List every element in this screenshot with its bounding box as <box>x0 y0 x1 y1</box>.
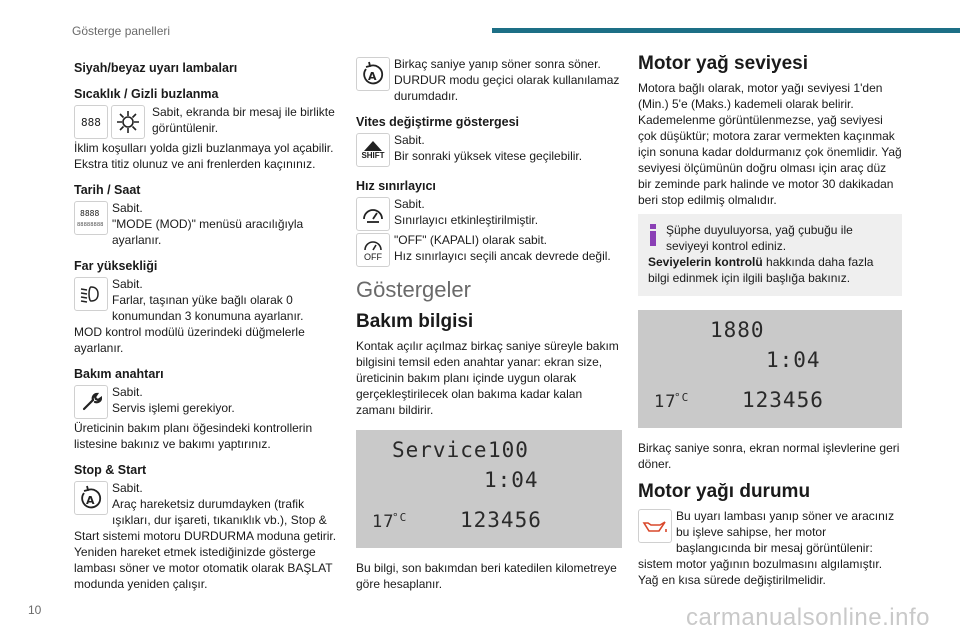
limiter-line1: Sabit. <box>394 197 425 211</box>
limiter-line2: Sınırlayıcı etkinleştirilmiştir. <box>394 213 539 227</box>
maint-body: Kontak açılır açılmaz birkaç saniye süreyle bakım bilgisini temsil eden anahtar yanar: ekran size, üreticinin bakım planı içinde uygun olarak gerçekleştirilecek olan bakıma kadar kalan zamanı bildirir. <box>356 339 619 417</box>
note-bold: Seviyelerin kontrolü <box>648 255 763 269</box>
note-text <box>648 254 892 286</box>
clock-display-icon <box>74 201 108 235</box>
column-middle <box>356 56 622 592</box>
display-time: 1:04 <box>766 348 821 372</box>
limiter-off-label: OFF <box>364 252 382 262</box>
speed-limiter-off-icon <box>356 233 390 267</box>
headlamp-leveling-icon <box>74 277 108 311</box>
svg-text:888: 888 <box>81 116 101 129</box>
oil-state-block <box>638 508 902 588</box>
service-heading: Bakım anahtarı <box>74 367 164 381</box>
shift-icon-label: SHIFT <box>361 150 385 160</box>
oil-can-icon <box>638 509 672 543</box>
limiter-line3: "OFF" (KAPALI) olarak sabit. <box>394 233 548 247</box>
service-line2: Servis işlemi gerekiyor. <box>112 401 235 415</box>
frost-line2: İklim koşulları yolda gizli buzlanmaya yol açabilir. Ekstra titiz olunuz ve ani frenlerden kaçınınız. <box>74 141 334 171</box>
shift-indicator-icon <box>356 133 390 167</box>
shift-block <box>356 132 622 168</box>
display-temp: 17 <box>372 512 395 532</box>
beam-line3: MOD kontrol modülü üzerindeki düğmelerle ayarlanır. <box>74 325 305 355</box>
service-display-image <box>356 430 622 548</box>
display-service-label: Service <box>392 438 488 462</box>
snowflake-icon <box>111 105 145 139</box>
display-service-value: 100 <box>488 438 529 462</box>
oil-state-heading: Motor yağı durumu <box>638 481 811 502</box>
oil-level-heading: Motor yağ seviyesi <box>638 53 809 74</box>
note-line2: hakkında daha fazla bilgi edinmek için ilgili başlığa bakınız. <box>648 255 874 285</box>
maint-heading: Bakım bilgisi <box>356 311 474 332</box>
ss-blink-text: Birkaç saniye yanıp söner sonra söner. DURDUR modu geçici olarak kullanılamaz durumdadır. <box>394 57 620 103</box>
display-time: 1:04 <box>484 468 539 492</box>
limiter-line4: Hız sınırlayıcı seçili ancak devrede değil. <box>394 249 611 263</box>
limiter-off-block <box>356 232 622 268</box>
frost-block <box>74 104 346 140</box>
limiter-block <box>356 196 622 232</box>
display-top-value: 1880 <box>710 318 765 342</box>
service-line1: Sabit. <box>112 385 143 399</box>
clock-line1: Sabit. <box>112 201 143 215</box>
stopstart-block <box>74 480 346 544</box>
stopstart-heading: Stop & Start <box>74 463 147 477</box>
clock-line2: "MODE (MOD)" menüsü aracılığıyla ayarlanır. <box>112 217 304 247</box>
svg-text:8888: 8888 <box>80 209 100 218</box>
column-right <box>638 53 902 588</box>
display-temp-unit: °C <box>392 511 408 524</box>
temperature-display-icon <box>74 105 108 139</box>
page-number: 10 <box>28 603 42 617</box>
info-icon <box>648 224 658 246</box>
wrench-icon <box>74 385 108 419</box>
display-odometer: 123456 <box>742 388 824 412</box>
svg-text:88888888: 88888888 <box>77 222 104 228</box>
beam-line2: Farlar, taşınan yüke bağlı olarak 0 konumundan 3 konumuna ayarlanır. <box>112 293 304 323</box>
note-line1: Şüphe duyuluyorsa, yağ çubuğu ile seviyeyi kontrol ediniz. <box>666 223 853 253</box>
stopstart-line3: Yeniden hareket etmek istediğinizde gösterge lambası söner ve motor otomatik olarak BAŞLAT modunda yeniden çalışır. <box>74 545 333 591</box>
gauges-title: Göstergeler <box>356 277 471 302</box>
oil-level-body: Motora bağlı olarak, motor yağı seviyesi 1'den (Min.) 5'e (Maks.) kademeli olarak belirir. Kademelenme görüntülenmezse, yağ seviyesi çok düşüktür; motora zarar vermekten kaçınmak için sonuna kadar doldurmanız çok önemlidir. Yağ seviyesi ölçümünün doğru olması için araç düz bir zeminde park halinde ve motor 30 dakikadan beri stop edilmiş olmalıdır. <box>638 81 902 207</box>
limiter-heading: Hız sınırlayıcı <box>356 179 436 193</box>
watermark: carmanualsonline.info <box>686 604 930 631</box>
after-text: Birkaç saniye sonra, ekran normal işlevlerine geri döner. <box>638 441 900 471</box>
shift-line1: Sabit. <box>394 133 425 147</box>
column-left <box>74 56 346 592</box>
oil-state-body: Bu uyarı lambası yanıp söner ve aracınız bu işleve sahipse, her motor başlangıcında bir mesaj görüntülenir: sistem motor yağının bozulmasını algılamıştır. Yağ en kısa sürede değiştirilmelidir. <box>638 509 895 587</box>
clock-heading: Tarih / Saat <box>74 183 141 197</box>
beam-block <box>74 276 346 324</box>
shift-line2: Bir sonraki yüksek vitese geçilebilir. <box>394 149 583 163</box>
svg-text:A: A <box>86 494 95 507</box>
display-temp-unit: °C <box>674 391 690 404</box>
frost-line1: Sabit, ekranda bir mesaj ile birlikte görüntülenir. <box>152 105 335 135</box>
maint-caption: Bu bilgi, son bakımdan beri katedilen kilometreye göre hesaplanır. <box>356 561 617 591</box>
section-title: Gösterge panelleri <box>72 24 171 38</box>
stop-start-icon <box>356 57 390 91</box>
oil-display-image <box>638 310 902 428</box>
clock-block <box>74 200 346 248</box>
shift-heading: Vites değiştirme göstergesi <box>356 115 520 129</box>
beam-heading: Far yüksekliği <box>74 259 158 273</box>
stopstart-line2: Araç hareketsiz durumdayken (trafik ışıkları, dur işareti, tıkanıklık vb.), Stop & Start sistemi motoru DURDURMA moduna getirir. <box>74 497 337 543</box>
display-odometer: 123456 <box>460 508 542 532</box>
service-block <box>74 384 346 420</box>
frost-icons <box>74 105 148 139</box>
section-heading: Siyah/beyaz uyarı lambaları <box>74 61 238 75</box>
svg-text:A: A <box>368 70 377 83</box>
frost-heading: Sıcaklık / Gizli buzlanma <box>74 87 219 101</box>
stop-start-icon <box>74 481 108 515</box>
service-line3: Üreticinin bakım planı öğesindeki kontrollerin listesine bakınız ve bakımı yaptırınız. <box>74 421 313 451</box>
display-temp: 17 <box>654 392 677 412</box>
beam-line1: Sabit. <box>112 277 143 291</box>
ss-blink-block <box>356 56 622 104</box>
stopstart-line1: Sabit. <box>112 481 143 495</box>
speed-limiter-icon <box>356 197 390 231</box>
info-note <box>638 214 902 296</box>
header-accent-bar <box>492 28 960 33</box>
